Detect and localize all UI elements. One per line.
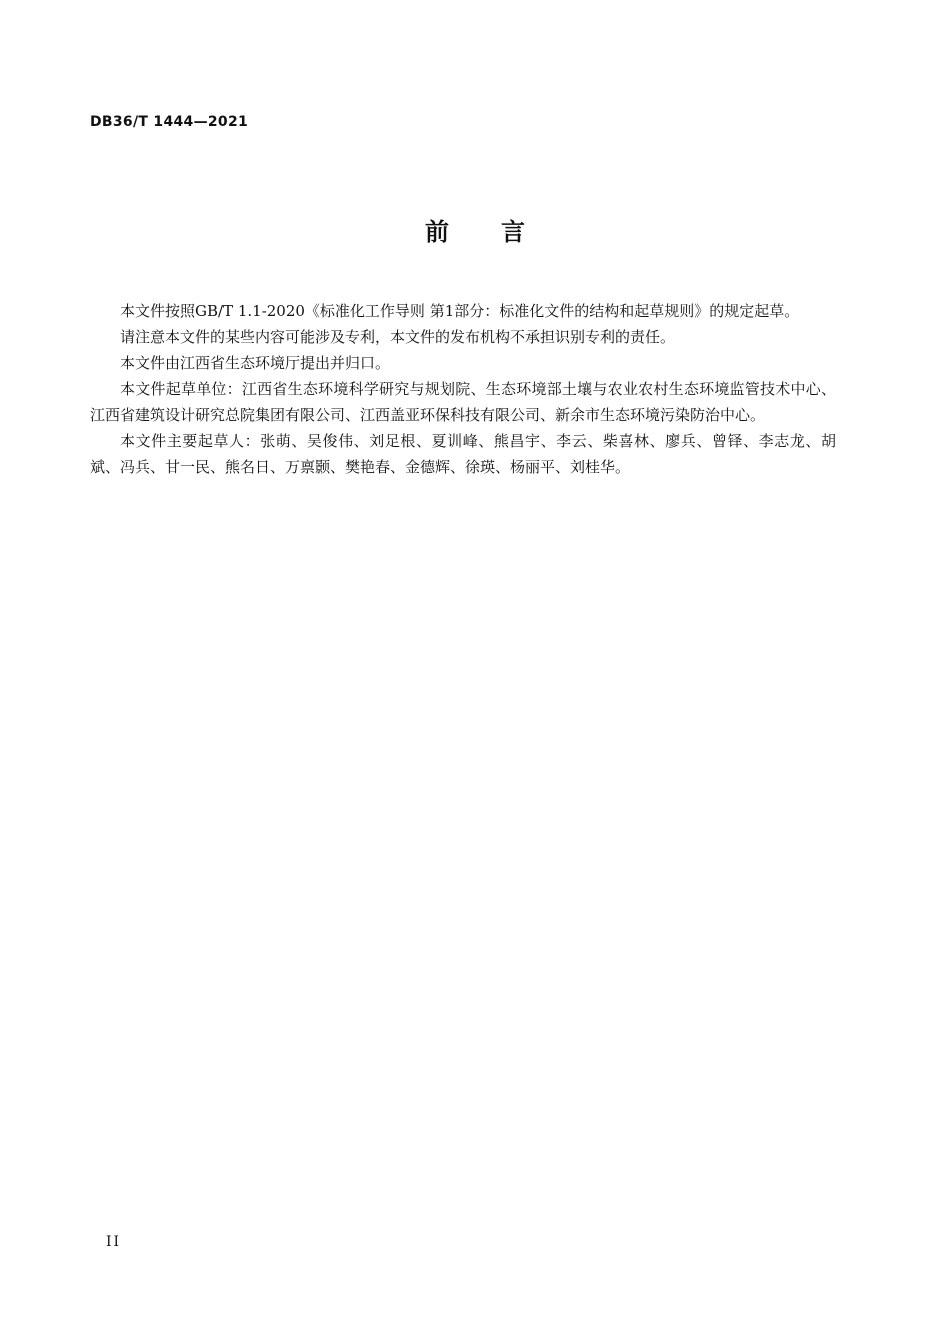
paragraph-drafting-units: 本文件起草单位：江西省生态环境科学研究与规划院、生态环境部土壤与农业农村生态环境监管技术中心、江西省建筑设计研究总院集团有限公司、江西盖亚环保科技有限公司、新余市生态环境污染防治中心。 [90,380,836,424]
paragraph-proposer: 本文件由江西省生态环境厅提出并归口。 [120,354,391,372]
paragraph-standard-reference: 本文件按照GB/T 1.1-2020《标准化工作导则 第1部分：标准化文件的结构和起草规则》的规定起草。 [120,302,800,320]
document-code: DB36/T 1444—2021 [90,114,249,130]
paragraph-patent-notice: 请注意本文件的某些内容可能涉及专利，本文件的发布机构不承担识别专利的责任。 [120,328,676,346]
preface-body [90,298,836,480]
page-title: 前言 [425,218,577,246]
page-number: II [106,1234,122,1250]
paragraph-drafters: 本文件主要起草人：张萌、吴俊伟、刘足根、夏训峰、熊昌宇、李云、柴喜林、廖兵、曾铎、李志龙、胡斌、冯兵、甘一民、熊名日、万禀颢、樊艳春、金德辉、徐瑛、杨丽平、刘桂华。 [90,432,836,476]
